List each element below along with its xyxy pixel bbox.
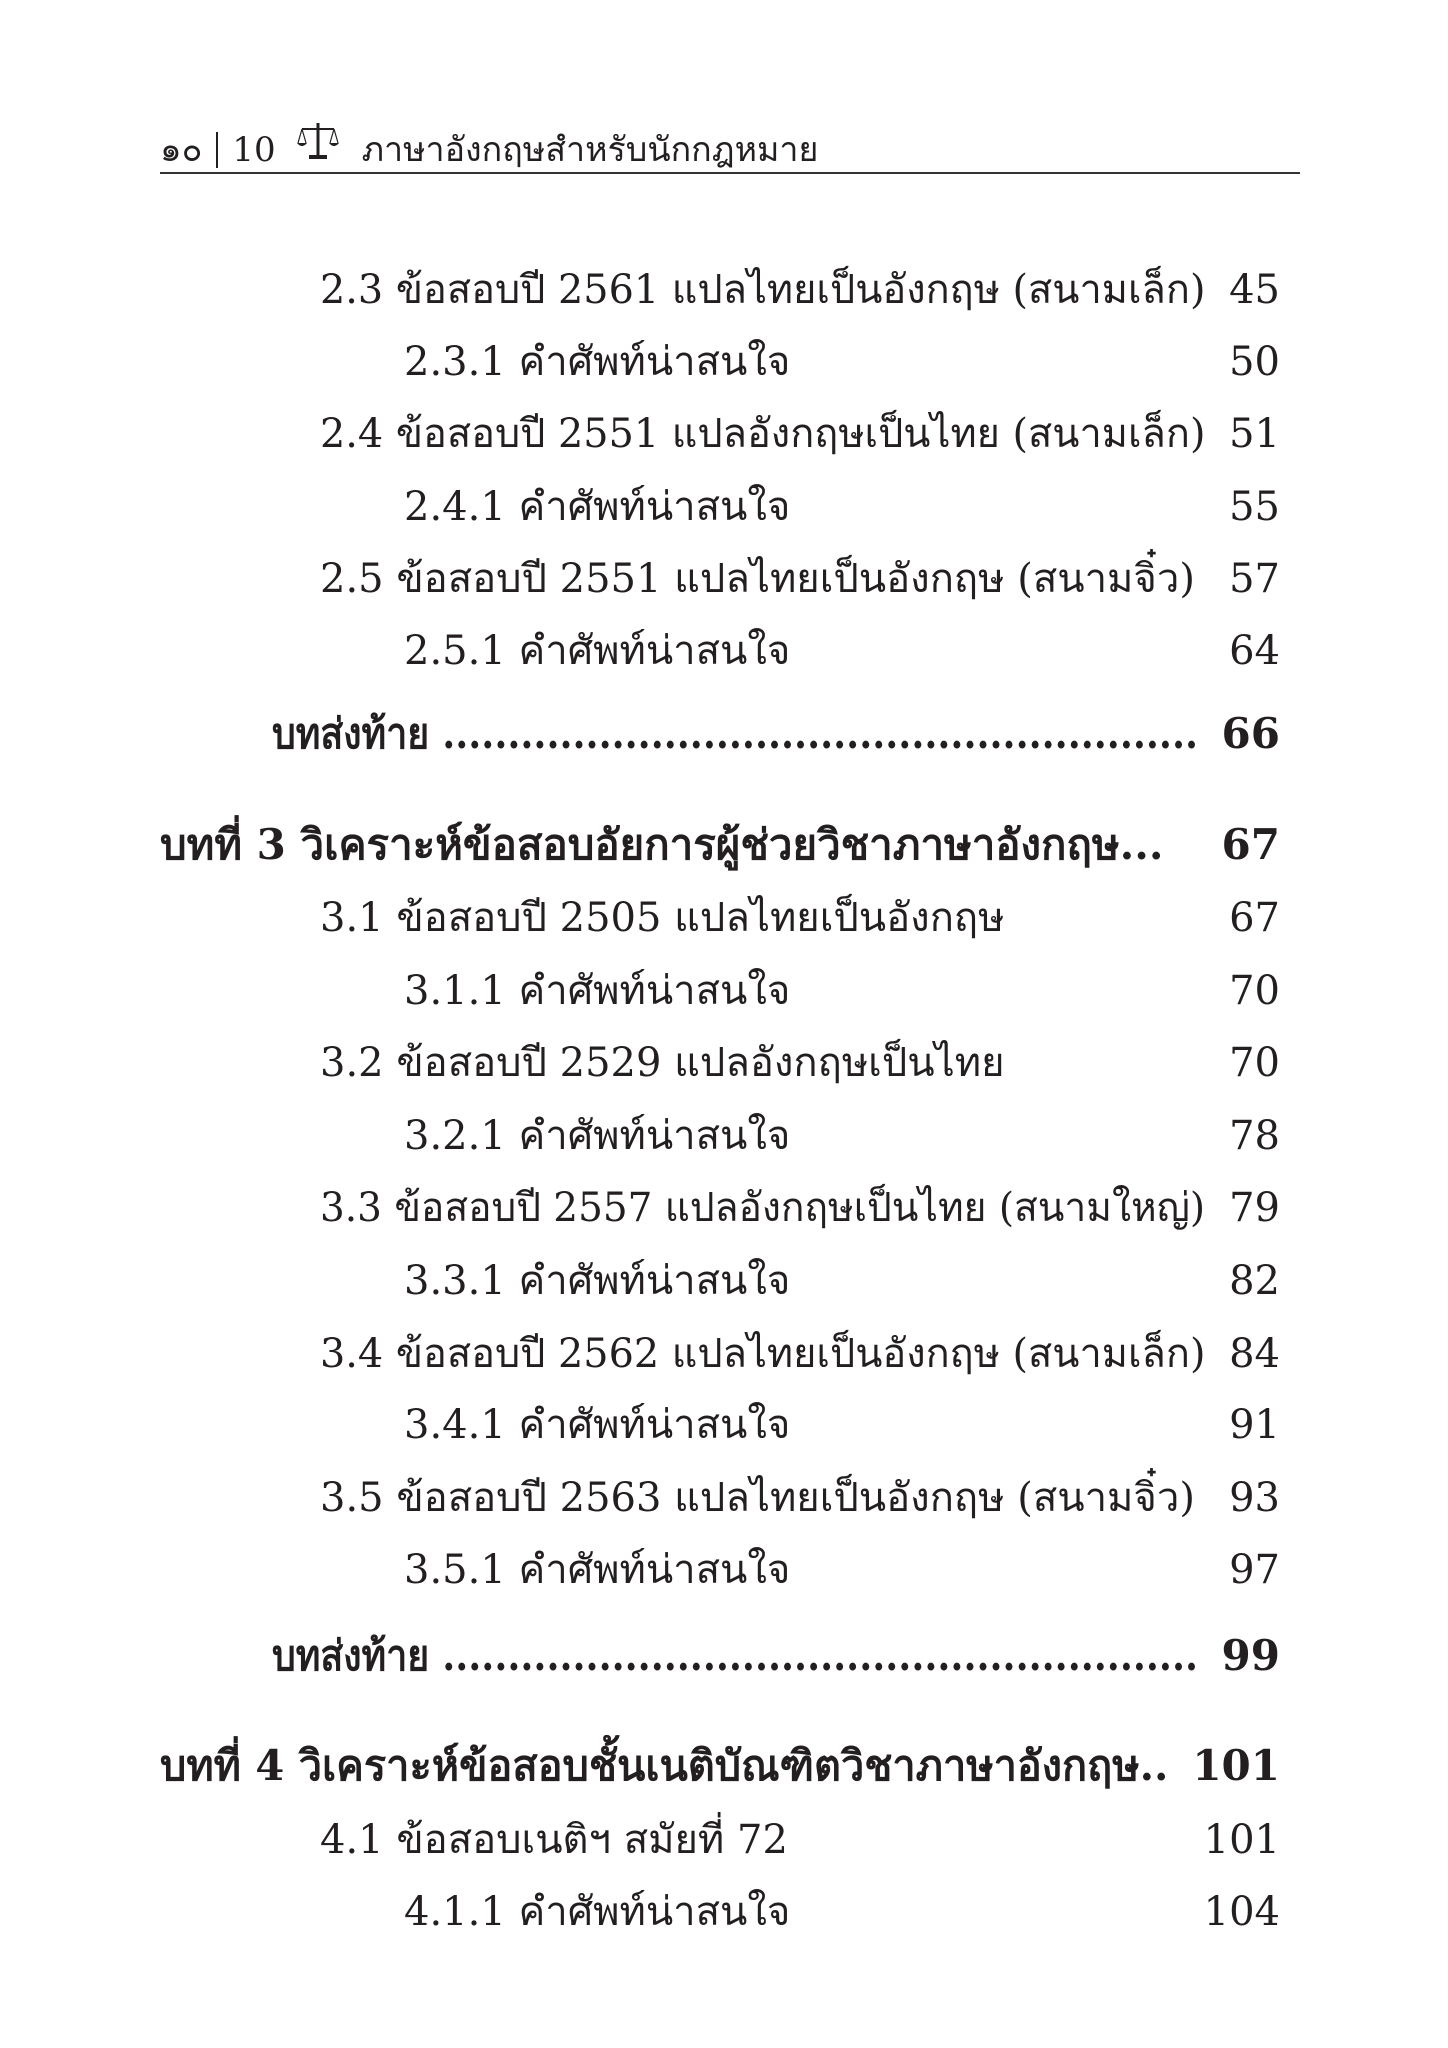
toc-entry-title: บทที่ 4 วิเคราะห์ข้อสอบชั้นเนติบัณฑิตวิชาภาษาอังกฤษ.. [160, 1741, 1169, 1790]
toc-entry [0, 1810, 1280, 1870]
toc-entry-title: 2.5 ข้อสอบปี 2551 แปลไทยเป็นอังกฤษ (สนามจิ๋ว) [320, 556, 1195, 602]
toc-entry [0, 1540, 1280, 1600]
toc-entry [0, 332, 1280, 392]
toc-entry-page: 67 [1229, 895, 1280, 941]
toc-entry-page: 64 [1229, 628, 1280, 674]
header-divider [216, 132, 218, 168]
toc-entry-page: 91 [1229, 1402, 1280, 1448]
toc-entry-page: 51 [1229, 411, 1280, 457]
toc-entry-page: 57 [1229, 556, 1280, 602]
toc-entry-title: บทที่ 3 วิเคราะห์ข้อสอบอัยการผู้ช่วยวิชาภาษาอังกฤษ... [160, 820, 1164, 869]
toc-entry-title: 3.1 ข้อสอบปี 2505 แปลไทยเป็นอังกฤษ [320, 895, 1005, 941]
toc-entry-title: 3.2.1 คำศัพท์น่าสนใจ [404, 1113, 791, 1159]
toc-entry-title: 2.4.1 คำศัพท์น่าสนใจ [404, 484, 791, 530]
toc-entry-title: 4.1 ข้อสอบเนติฯ สมัยที่ 72 [320, 1817, 788, 1863]
toc-entry-title: บทส่งท้าย .......................................................... [272, 709, 1199, 758]
toc-entry [0, 888, 1280, 948]
scales-of-justice-icon [296, 121, 340, 172]
toc-entry-page: 70 [1229, 968, 1280, 1014]
toc-entry-title: 2.5.1 คำศัพท์น่าสนใจ [404, 628, 791, 674]
toc-entry-page: 66 [1221, 709, 1280, 758]
toc-chapter-entry [0, 1736, 1280, 1796]
header-rule [160, 172, 1300, 174]
toc-entry [0, 1324, 1280, 1384]
running-header [160, 122, 1300, 172]
toc-entry-page: 104 [1203, 1889, 1280, 1935]
toc-entry [0, 1106, 1280, 1166]
toc-chapter-entry [0, 815, 1280, 875]
toc-entry-title: 2.3.1 คำศัพท์น่าสนใจ [404, 339, 791, 385]
toc-entry [0, 260, 1280, 320]
toc-entry-page: 101 [1203, 1817, 1280, 1863]
toc-entry-title: บทส่งท้าย .......................................................... [272, 1631, 1199, 1680]
toc-entry-page: 99 [1221, 1631, 1280, 1680]
toc-entry-page: 97 [1229, 1547, 1280, 1593]
toc-entry-title: 4.1.1 คำศัพท์น่าสนใจ [404, 1889, 791, 1935]
toc-entry [0, 621, 1280, 681]
toc-entry-page: 45 [1229, 267, 1280, 313]
toc-entry-title: 3.5 ข้อสอบปี 2563 แปลไทยเป็นอังกฤษ (สนามจิ๋ว) [320, 1475, 1195, 1521]
toc-entry-page: 55 [1229, 484, 1280, 530]
toc-epilogue-entry [0, 704, 1280, 764]
toc-entry-title: 3.4 ข้อสอบปี 2562 แปลไทยเป็นอังกฤษ (สนามเล็ก) [320, 1331, 1206, 1377]
toc-entry-page: 67 [1221, 820, 1280, 869]
toc-entry-page: 82 [1229, 1258, 1280, 1304]
toc-entry [0, 1395, 1280, 1455]
toc-entry [0, 961, 1280, 1021]
toc-entry-title: 2.3 ข้อสอบปี 2561 แปลไทยเป็นอังกฤษ (สนามเล็ก) [320, 267, 1206, 313]
book-title: ภาษาอังกฤษสำหรับนักกฎหมาย [361, 130, 819, 170]
toc-entry [0, 549, 1280, 609]
page-number-thai: ๑๐ [160, 130, 203, 170]
toc-entry-page: 78 [1229, 1113, 1280, 1159]
toc-entry [0, 477, 1280, 537]
toc-entry-page: 70 [1229, 1040, 1280, 1086]
toc-entry-title: 3.5.1 คำศัพท์น่าสนใจ [404, 1547, 791, 1593]
page-number: 10 [232, 130, 276, 170]
toc-epilogue-entry [0, 1626, 1280, 1686]
toc-entry-page: 50 [1229, 339, 1280, 385]
toc-entry [0, 1178, 1280, 1238]
toc-entry-page: 93 [1229, 1475, 1280, 1521]
toc-entry-title: 3.1.1 คำศัพท์น่าสนใจ [404, 968, 791, 1014]
toc-entry [0, 1033, 1280, 1093]
toc-entry [0, 404, 1280, 464]
toc-entry-title: 3.4.1 คำศัพท์น่าสนใจ [404, 1402, 791, 1448]
toc-entry-title: 3.3.1 คำศัพท์น่าสนใจ [404, 1258, 791, 1304]
toc-entry [0, 1251, 1280, 1311]
toc-entry-title: 2.4 ข้อสอบปี 2551 แปลอังกฤษเป็นไทย (สนามเล็ก) [320, 411, 1206, 457]
toc-entry-page: 84 [1229, 1331, 1280, 1377]
toc-entry [0, 1468, 1280, 1528]
toc-entry-page: 79 [1229, 1185, 1280, 1231]
toc-entry-page: 101 [1192, 1741, 1280, 1790]
toc-entry [0, 1882, 1280, 1942]
toc-entry-title: 3.2 ข้อสอบปี 2529 แปลอังกฤษเป็นไทย [320, 1040, 1005, 1086]
toc-entry-title: 3.3 ข้อสอบปี 2557 แปลอังกฤษเป็นไทย (สนามใหญ่) [320, 1185, 1206, 1231]
